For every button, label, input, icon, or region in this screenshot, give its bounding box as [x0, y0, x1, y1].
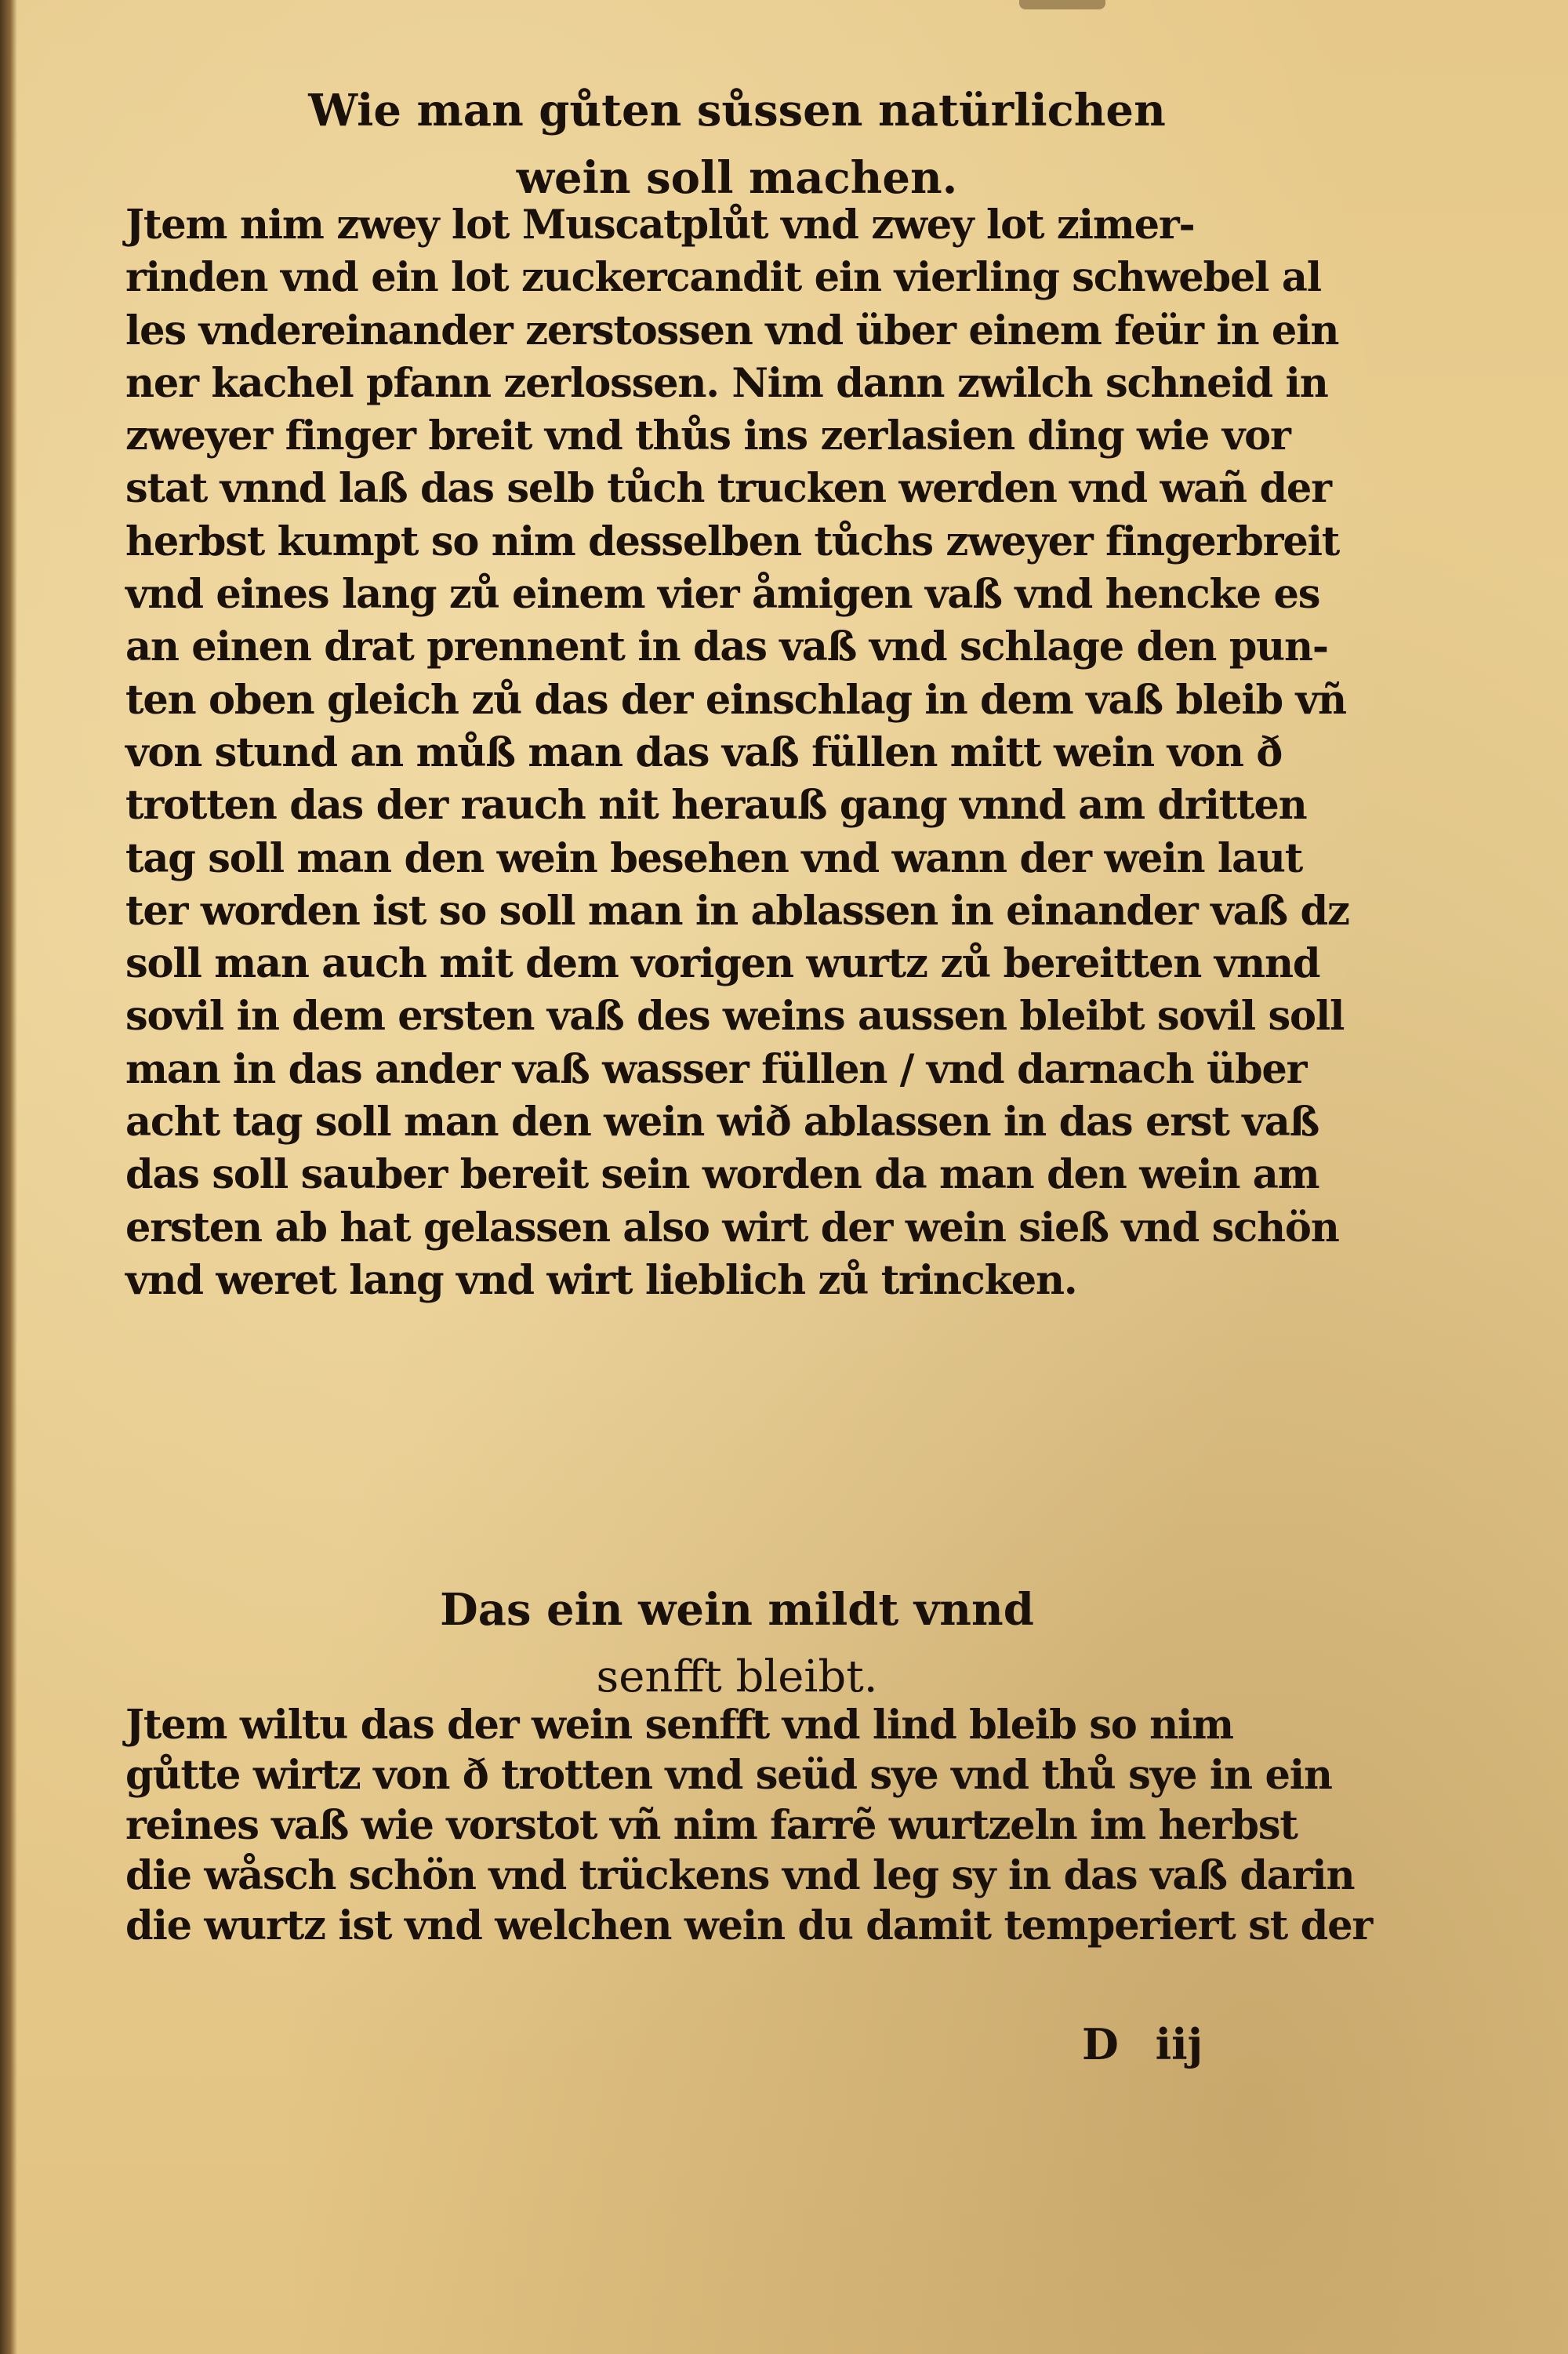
text-line: an einen drat prennent in das vaß vnd schlage den pun- — [125, 623, 1328, 671]
text-line: man in das ander vaß wasser füllen / vnd darnach über — [125, 1045, 1307, 1093]
text-line: das soll sauber bereit sein worden da man den wein am — [125, 1151, 1319, 1199]
text-line: die wurtz ist vnd welchen wein du damit temperiert st der — [125, 1902, 1372, 1949]
text-line: ter worden ist so soll man in ablassen in einander vaß dz — [125, 887, 1349, 935]
text-line: soll man auch mit dem vorigen wurtz zů bereitten vnnd — [125, 940, 1320, 988]
folio-number: iij — [1155, 2019, 1203, 2069]
text-line: Jtem wiltu das der wein senfft vnd lind bleib so nim — [125, 1702, 1233, 1749]
top-stain — [1019, 0, 1105, 9]
text-line: reines vaß wie vorstot vñ nim farrẽ wurtzeln im herbst — [125, 1802, 1298, 1849]
section-heading-2 — [125, 1576, 1348, 1711]
text-line: les vndereinander zerstossen vnd über einem feür in ein — [125, 307, 1339, 354]
page-binding-edge — [0, 0, 17, 2354]
text-line: die wåsch schön vnd trückens vnd leg sy in das vaß darin — [125, 1852, 1355, 1899]
text-line: von stund an můß man das vaß füllen mitt wein von ð — [125, 728, 1283, 776]
text-line: vnd eines lang zů einem vier åmigen vaß vnd hencke es — [125, 571, 1320, 619]
paragraph-1 — [125, 199, 1348, 1307]
text-line: trotten das der rauch nit herauß gang vnnd am dritten — [125, 782, 1307, 830]
section-heading-1 — [125, 77, 1348, 212]
heading-1-line-2: wein soll machen. — [516, 152, 958, 204]
signature-mark: D — [1082, 2019, 1119, 2069]
text-line: gůtte wirtz von ð trotten vnd seüd sye vnd thů sye in ein — [125, 1752, 1332, 1799]
text-line: ten oben gleich zů das der einschlag in dem vaß bleib vñ — [125, 676, 1346, 724]
text-line: zweyer finger breit vnd thůs ins zerlasien ding wie vor — [125, 412, 1290, 460]
paragraph-2 — [125, 1700, 1372, 1951]
heading-2-line-1: Das ein wein mildt vnnd — [440, 1584, 1034, 1636]
text-line: ner kachel pfann zerlossen. Nim dann zwilch schneid in — [125, 359, 1328, 407]
text-line: Jtem nim zwey lot Muscatplůt vnd zwey lot zimer- — [125, 202, 1195, 249]
text-line: vnd weret lang vnd wirt lieblich zů trincken. — [125, 1256, 1077, 1304]
text-line: herbst kumpt so nim desselben tůchs zweyer fingerbreit — [125, 518, 1340, 565]
text-line: sovil in dem ersten vaß des weins aussen bleibt sovil soll — [125, 993, 1345, 1041]
text-line: ersten ab hat gelassen also wirt der wein sieß vnd schön — [125, 1204, 1339, 1251]
heading-2-line-2: senfft bleibt. — [596, 1651, 878, 1702]
heading-1-line-1: Wie man gůten sůssen natürlichen — [308, 85, 1166, 136]
text-line: stat vnnd laß das selb tůch trucken werden vnd wañ der — [125, 465, 1331, 513]
text-line: tag soll man den wein besehen vnd wann der wein laut — [125, 834, 1303, 882]
text-line: acht tag soll man den wein wið ablassen in das erst vaß — [125, 1099, 1319, 1146]
text-line: rinden vnd ein lot zuckercandit ein vierling schwebel al — [125, 254, 1321, 302]
page-footer — [1082, 2019, 1225, 2069]
